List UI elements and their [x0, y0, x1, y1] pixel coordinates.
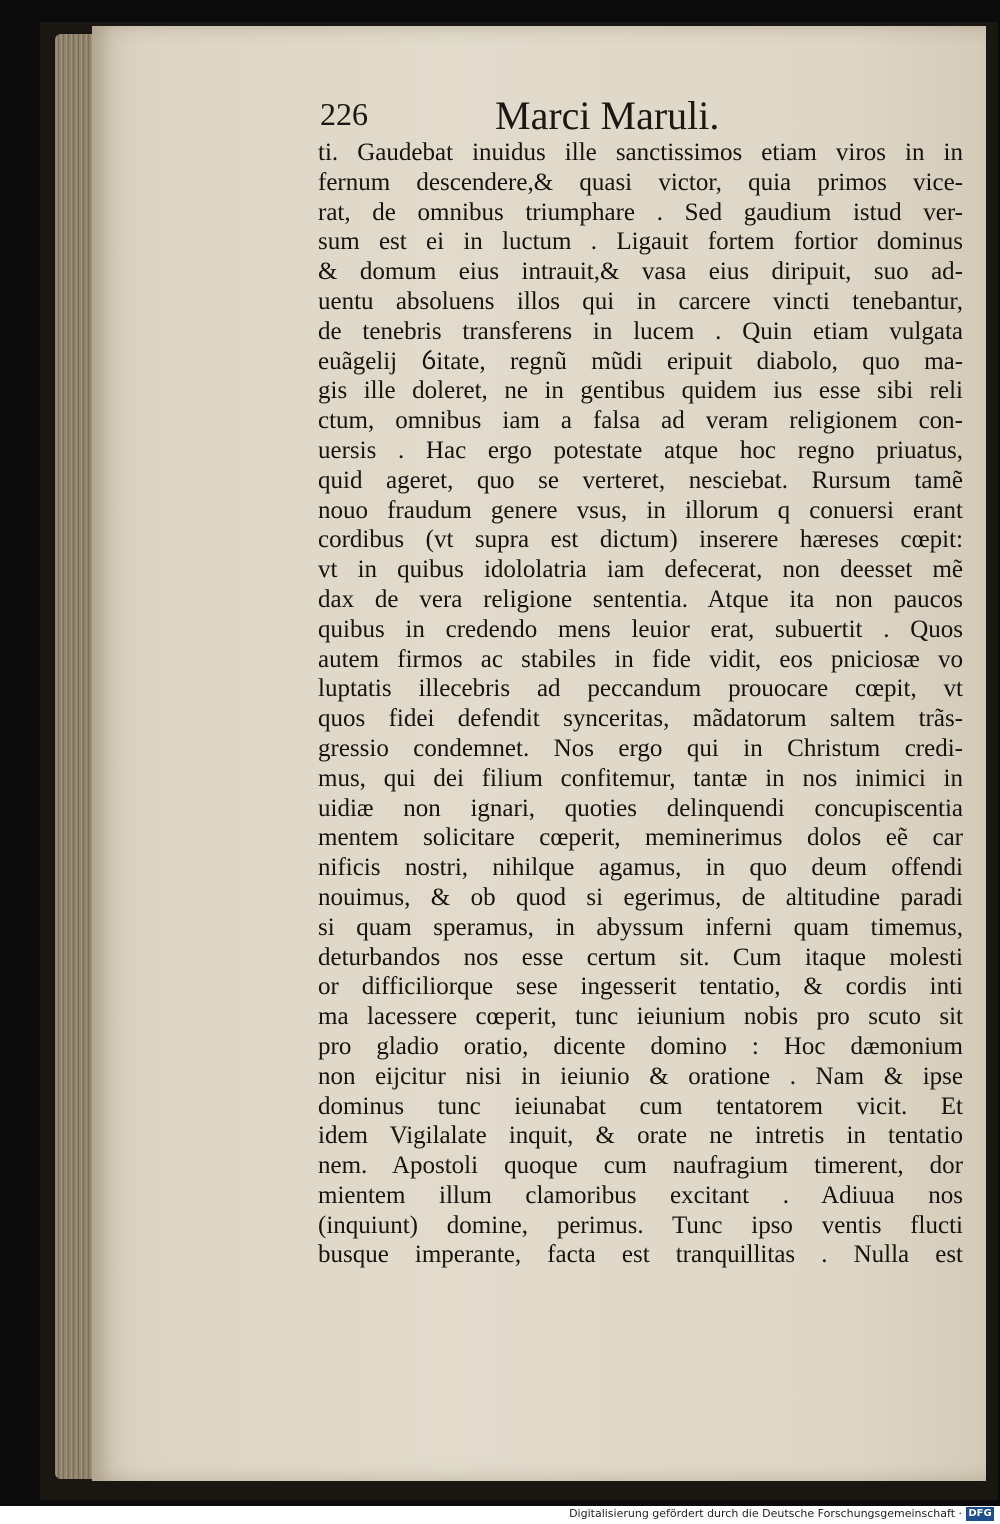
text-line: quibus in credendo mens leuior erat, subuertit . Quos: [318, 615, 963, 643]
text-line: quid ageret, quo se verteret, nesciebat. Rursum tamẽ: [318, 466, 963, 494]
text-line: uidiæ non ignari, quoties delinquendi concupiscentia: [318, 794, 963, 822]
text-line: cordibus (vt supra est dictum) inserere hæreses cœpit:: [318, 526, 963, 554]
text-line: mentem solicitare cœperit, meminerimus dolos eẽ car: [318, 824, 963, 852]
text-line: idem Vigilalate inquit, & orate ne intretis in tentatio: [318, 1122, 963, 1150]
body-text: [318, 138, 963, 1270]
text-line: euãgelij ỽitate, regnũ mũdi eripuit diabolo, quo ma-: [318, 347, 963, 375]
text-line: gis ille doleret, ne in gentibus quidem ius esse sibi reli: [318, 377, 963, 405]
text-line: ti. Gaudebat inuidus ille sanctissimos etiam viros in in: [318, 139, 963, 166]
text-line: non eijcitur nisi in ieiunio & oratione . Nam & ipse: [318, 1062, 963, 1090]
text-line: uersis . Hac ergo potestate atque hoc regno priuatus,: [318, 436, 963, 464]
text-line: quos fidei defendit synceritas, mãdatorum saltem trãs-: [318, 705, 963, 733]
text-line: nouo fraudum genere vsus, in illorum q conuersi erant: [318, 496, 963, 524]
text-line: nem. Apostoli quoque cum naufragium timerent, dor: [318, 1152, 963, 1180]
digitization-footer: [0, 1506, 1000, 1524]
text-line: or difficiliorque sese ingesserit tentatio, & cordis inti: [318, 973, 963, 1001]
text-line: vt in quibus idololatria iam defecerat, non deesset mẽ: [318, 556, 963, 584]
text-line: ctum, omnibus iam a falsa ad veram religionem con-: [318, 407, 963, 435]
text-line: nificis nostri, nihilque agamus, in quo deum offendi: [318, 854, 963, 882]
running-head: [320, 93, 780, 138]
text-line: gressio condemnet. Nos ergo qui in Christum credi-: [318, 734, 963, 762]
text-line: si quam speramus, in abyssum inferni quam timemus,: [318, 913, 963, 941]
text-line: luptatis illecebris ad peccandum prouocare cœpit, vt: [318, 675, 963, 703]
text-line: rat, de omnibus triumphare . Sed gaudium istud ver-: [318, 198, 963, 226]
text-line: deturbandos nos esse certum sit. Cum itaque molesti: [318, 943, 963, 971]
text-line: fernum descendere,& quasi victor, quia primos vice-: [318, 168, 963, 196]
text-line: dominus tunc ieiunabat cum tentatorem vicit. Et: [318, 1092, 963, 1120]
text-line: pro gladio oratio, dicente domino : Hoc dæmonium: [318, 1032, 963, 1060]
text-line: (inquiunt) domine, perimus. Tunc ipso ventis flucti: [318, 1211, 963, 1239]
text-line: dax de vera religione sententia. Atque ita non paucos: [318, 585, 963, 613]
text-line: ma lacessere cœperit, tunc ieiunium nobis pro scuto sit: [318, 1003, 963, 1031]
footer-credit: Digitalisierung gefördert durch die Deutsche Forschungsgemeinschaft ·: [569, 1507, 962, 1520]
text-line: nouimus, & ob quod si egerimus, de altitudine paradi: [318, 883, 963, 911]
text-line: mientem illum clamoribus excitant . Adiuua nos: [318, 1181, 963, 1209]
text-line: busque imperante, facta est tranquillitas . Nulla est: [318, 1241, 963, 1269]
running-head-title: Marci Maruli.: [495, 93, 720, 138]
text-line: de tenebris transferens in lucem . Quin etiam vulgata: [318, 317, 963, 345]
text-line: mus, qui dei filium confitemur, tantæ in nos inimici in: [318, 764, 963, 792]
page-number: 226: [320, 96, 368, 132]
text-line: & domum eius intrauit,& vasa eius diripuit, suo ad-: [318, 258, 963, 286]
text-line: uentu absoluens illos qui in carcere vincti tenebantur,: [318, 287, 963, 315]
text-line: autem firmos ac stabiles in fide vidit, eos pniciosæ vo: [318, 645, 963, 673]
text-line: sum est ei in luctum . Ligauit fortem fortior dominus: [318, 228, 963, 256]
dfg-logo: DFG: [966, 1507, 994, 1521]
